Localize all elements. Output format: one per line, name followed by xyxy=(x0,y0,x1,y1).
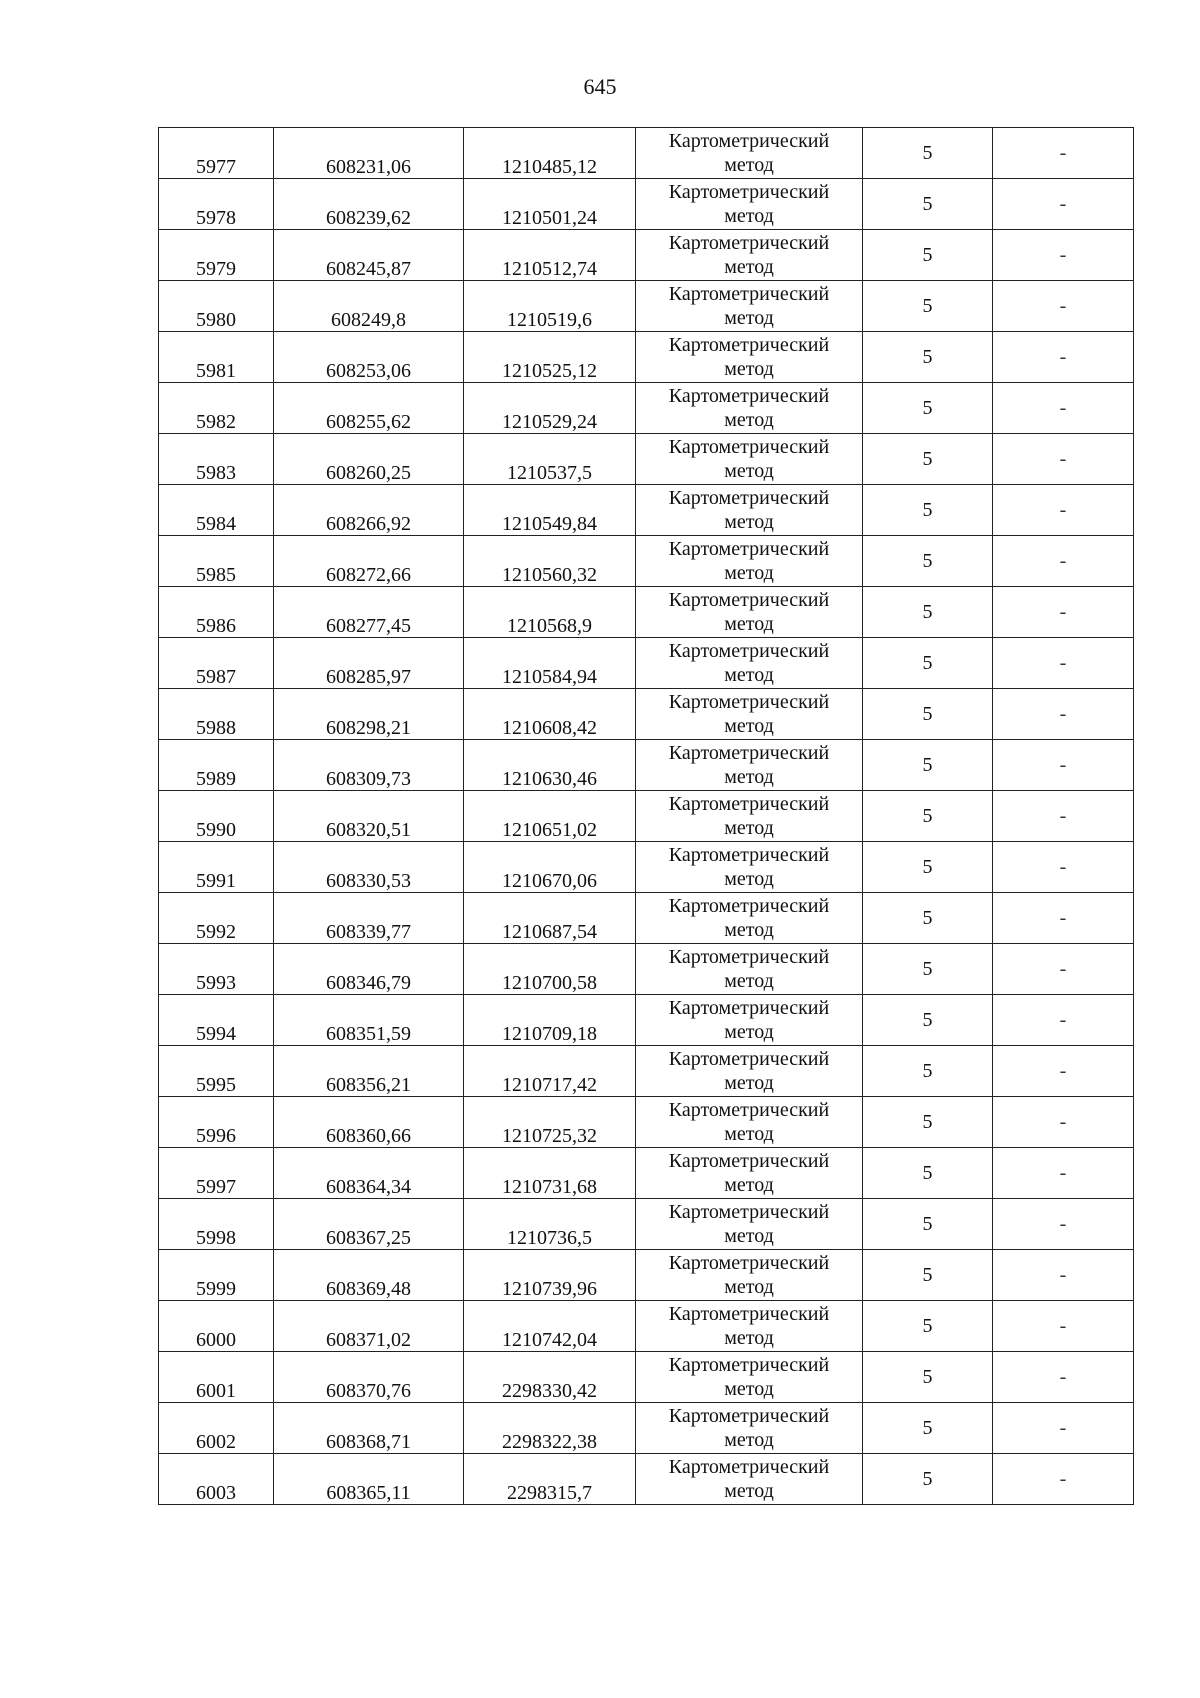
note-cell: - xyxy=(993,1403,1134,1454)
method-line-2: метод xyxy=(724,715,774,737)
y-coordinate-cell: 1210725,32 xyxy=(464,1097,636,1148)
coordinates-table xyxy=(158,127,1134,1505)
method-line-1: Картометрический xyxy=(668,946,830,968)
note-cell: - xyxy=(993,689,1134,740)
table-row xyxy=(159,1046,1134,1097)
method-line-2: метод xyxy=(724,817,774,839)
y-coordinate-cell: 1210485,12 xyxy=(464,128,636,179)
method-line-2: метод xyxy=(724,1378,774,1400)
table-row xyxy=(159,230,1134,281)
point-number-cell: 6001 xyxy=(159,1352,274,1403)
accuracy-cell: 5 xyxy=(863,842,993,893)
note-cell: - xyxy=(993,1199,1134,1250)
method-line-2: метод xyxy=(724,868,774,890)
accuracy-cell: 5 xyxy=(863,1199,993,1250)
note-cell: - xyxy=(993,281,1134,332)
note-cell: - xyxy=(993,434,1134,485)
table-row xyxy=(159,893,1134,944)
x-coordinate-cell: 608367,25 xyxy=(274,1199,464,1250)
note-cell: - xyxy=(993,230,1134,281)
note-cell: - xyxy=(993,485,1134,536)
method-cell xyxy=(636,1454,863,1505)
x-coordinate-cell: 608272,66 xyxy=(274,536,464,587)
method-cell xyxy=(636,587,863,638)
accuracy-cell: 5 xyxy=(863,179,993,230)
y-coordinate-cell: 1210739,96 xyxy=(464,1250,636,1301)
y-coordinate-cell: 1210525,12 xyxy=(464,332,636,383)
accuracy-cell: 5 xyxy=(863,995,993,1046)
table-row xyxy=(159,536,1134,587)
method-line-1: Картометрический xyxy=(668,589,830,611)
point-number-cell: 5992 xyxy=(159,893,274,944)
method-line-1: Картометрический xyxy=(668,1048,830,1070)
method-line-2: метод xyxy=(724,1327,774,1349)
table-row xyxy=(159,1097,1134,1148)
note-cell: - xyxy=(993,383,1134,434)
x-coordinate-cell: 608371,02 xyxy=(274,1301,464,1352)
method-line-2: метод xyxy=(724,358,774,380)
y-coordinate-cell: 1210700,58 xyxy=(464,944,636,995)
method-cell xyxy=(636,485,863,536)
y-coordinate-cell: 2298330,42 xyxy=(464,1352,636,1403)
point-number-cell: 5990 xyxy=(159,791,274,842)
table-row xyxy=(159,995,1134,1046)
method-cell xyxy=(636,1097,863,1148)
method-line-1: Картометрический xyxy=(668,1405,830,1427)
method-cell xyxy=(636,893,863,944)
method-line-1: Картометрический xyxy=(668,1252,830,1274)
method-line-2: метод xyxy=(724,766,774,788)
point-number-cell: 5982 xyxy=(159,383,274,434)
table-row xyxy=(159,1352,1134,1403)
table-row xyxy=(159,689,1134,740)
method-line-2: метод xyxy=(724,256,774,278)
method-cell xyxy=(636,842,863,893)
x-coordinate-cell: 608253,06 xyxy=(274,332,464,383)
note-cell: - xyxy=(993,1301,1134,1352)
method-cell xyxy=(636,332,863,383)
accuracy-cell: 5 xyxy=(863,1403,993,1454)
table-row xyxy=(159,638,1134,689)
method-line-2: метод xyxy=(724,307,774,329)
table-row xyxy=(159,1199,1134,1250)
y-coordinate-cell: 2298315,7 xyxy=(464,1454,636,1505)
x-coordinate-cell: 608245,87 xyxy=(274,230,464,281)
x-coordinate-cell: 608356,21 xyxy=(274,1046,464,1097)
y-coordinate-cell: 1210549,84 xyxy=(464,485,636,536)
note-cell: - xyxy=(993,587,1134,638)
y-coordinate-cell: 1210537,5 xyxy=(464,434,636,485)
table-row xyxy=(159,128,1134,179)
y-coordinate-cell: 1210512,74 xyxy=(464,230,636,281)
point-number-cell: 5988 xyxy=(159,689,274,740)
method-cell xyxy=(636,689,863,740)
x-coordinate-cell: 608298,21 xyxy=(274,689,464,740)
method-line-1: Картометрический xyxy=(668,1150,830,1172)
point-number-cell: 5991 xyxy=(159,842,274,893)
point-number-cell: 5994 xyxy=(159,995,274,1046)
note-cell: - xyxy=(993,893,1134,944)
accuracy-cell: 5 xyxy=(863,1250,993,1301)
method-cell xyxy=(636,1403,863,1454)
table-row xyxy=(159,842,1134,893)
method-line-2: метод xyxy=(724,664,774,686)
table-row xyxy=(159,1403,1134,1454)
method-line-1: Картометрический xyxy=(668,793,830,815)
point-number-cell: 5986 xyxy=(159,587,274,638)
x-coordinate-cell: 608360,66 xyxy=(274,1097,464,1148)
method-line-1: Картометрический xyxy=(668,487,830,509)
method-line-2: метод xyxy=(724,409,774,431)
method-cell xyxy=(636,230,863,281)
x-coordinate-cell: 608239,62 xyxy=(274,179,464,230)
point-number-cell: 5989 xyxy=(159,740,274,791)
method-line-1: Картометрический xyxy=(668,538,830,560)
note-cell: - xyxy=(993,1454,1134,1505)
note-cell: - xyxy=(993,995,1134,1046)
accuracy-cell: 5 xyxy=(863,128,993,179)
method-line-2: метод xyxy=(724,1429,774,1451)
y-coordinate-cell: 1210709,18 xyxy=(464,995,636,1046)
method-line-1: Картометрический xyxy=(668,895,830,917)
method-line-2: метод xyxy=(724,1021,774,1043)
point-number-cell: 5983 xyxy=(159,434,274,485)
x-coordinate-cell: 608339,77 xyxy=(274,893,464,944)
x-coordinate-cell: 608255,62 xyxy=(274,383,464,434)
point-number-cell: 5980 xyxy=(159,281,274,332)
table-row xyxy=(159,587,1134,638)
point-number-cell: 5979 xyxy=(159,230,274,281)
x-coordinate-cell: 608320,51 xyxy=(274,791,464,842)
table-row xyxy=(159,383,1134,434)
note-cell: - xyxy=(993,1352,1134,1403)
point-number-cell: 6000 xyxy=(159,1301,274,1352)
x-coordinate-cell: 608277,45 xyxy=(274,587,464,638)
table-row xyxy=(159,1454,1134,1505)
method-cell xyxy=(636,1148,863,1199)
x-coordinate-cell: 608266,92 xyxy=(274,485,464,536)
point-number-cell: 5987 xyxy=(159,638,274,689)
note-cell: - xyxy=(993,638,1134,689)
method-line-2: метод xyxy=(724,154,774,176)
table-row xyxy=(159,332,1134,383)
point-number-cell: 5984 xyxy=(159,485,274,536)
note-cell: - xyxy=(993,791,1134,842)
method-cell xyxy=(636,740,863,791)
point-number-cell: 5996 xyxy=(159,1097,274,1148)
accuracy-cell: 5 xyxy=(863,485,993,536)
method-line-1: Картометрический xyxy=(668,232,830,254)
accuracy-cell: 5 xyxy=(863,281,993,332)
method-line-1: Картометрический xyxy=(668,844,830,866)
table-row xyxy=(159,1250,1134,1301)
table-row xyxy=(159,179,1134,230)
point-number-cell: 5981 xyxy=(159,332,274,383)
x-coordinate-cell: 608309,73 xyxy=(274,740,464,791)
table-row xyxy=(159,281,1134,332)
point-number-cell: 6003 xyxy=(159,1454,274,1505)
table-row xyxy=(159,1301,1134,1352)
y-coordinate-cell: 1210651,02 xyxy=(464,791,636,842)
point-number-cell: 5998 xyxy=(159,1199,274,1250)
method-cell xyxy=(636,179,863,230)
method-line-1: Картометрический xyxy=(668,1303,830,1325)
method-line-1: Картометрический xyxy=(668,334,830,356)
accuracy-cell: 5 xyxy=(863,1046,993,1097)
method-line-2: метод xyxy=(724,1174,774,1196)
table-row xyxy=(159,791,1134,842)
note-cell: - xyxy=(993,740,1134,791)
method-line-2: метод xyxy=(724,1480,774,1502)
method-line-2: метод xyxy=(724,205,774,227)
x-coordinate-cell: 608285,97 xyxy=(274,638,464,689)
note-cell: - xyxy=(993,128,1134,179)
method-cell xyxy=(636,1250,863,1301)
accuracy-cell: 5 xyxy=(863,791,993,842)
y-coordinate-cell: 1210630,46 xyxy=(464,740,636,791)
note-cell: - xyxy=(993,536,1134,587)
accuracy-cell: 5 xyxy=(863,1352,993,1403)
method-line-2: метод xyxy=(724,613,774,635)
accuracy-cell: 5 xyxy=(863,587,993,638)
note-cell: - xyxy=(993,1148,1134,1199)
y-coordinate-cell: 1210529,24 xyxy=(464,383,636,434)
y-coordinate-cell: 1210568,9 xyxy=(464,587,636,638)
method-cell xyxy=(636,1199,863,1250)
method-line-1: Картометрический xyxy=(668,1099,830,1121)
method-cell xyxy=(636,995,863,1046)
method-line-2: метод xyxy=(724,460,774,482)
method-cell xyxy=(636,383,863,434)
method-line-1: Картометрический xyxy=(668,385,830,407)
x-coordinate-cell: 608346,79 xyxy=(274,944,464,995)
x-coordinate-cell: 608364,34 xyxy=(274,1148,464,1199)
y-coordinate-cell: 1210670,06 xyxy=(464,842,636,893)
accuracy-cell: 5 xyxy=(863,944,993,995)
method-line-1: Картометрический xyxy=(668,691,830,713)
accuracy-cell: 5 xyxy=(863,689,993,740)
y-coordinate-cell: 1210560,32 xyxy=(464,536,636,587)
method-cell xyxy=(636,1301,863,1352)
method-line-1: Картометрический xyxy=(668,1456,830,1478)
y-coordinate-cell: 1210501,24 xyxy=(464,179,636,230)
point-number-cell: 5993 xyxy=(159,944,274,995)
table-row xyxy=(159,740,1134,791)
method-cell xyxy=(636,128,863,179)
x-coordinate-cell: 608368,71 xyxy=(274,1403,464,1454)
accuracy-cell: 5 xyxy=(863,1097,993,1148)
accuracy-cell: 5 xyxy=(863,893,993,944)
x-coordinate-cell: 608249,8 xyxy=(274,281,464,332)
y-coordinate-cell: 1210584,94 xyxy=(464,638,636,689)
accuracy-cell: 5 xyxy=(863,638,993,689)
y-coordinate-cell: 2298322,38 xyxy=(464,1403,636,1454)
method-line-1: Картометрический xyxy=(668,1201,830,1223)
point-number-cell: 5999 xyxy=(159,1250,274,1301)
method-line-2: метод xyxy=(724,1225,774,1247)
method-line-1: Картометрический xyxy=(668,640,830,662)
method-cell xyxy=(636,638,863,689)
accuracy-cell: 5 xyxy=(863,1148,993,1199)
method-cell xyxy=(636,1352,863,1403)
accuracy-cell: 5 xyxy=(863,536,993,587)
x-coordinate-cell: 608231,06 xyxy=(274,128,464,179)
accuracy-cell: 5 xyxy=(863,230,993,281)
y-coordinate-cell: 1210717,42 xyxy=(464,1046,636,1097)
method-line-2: метод xyxy=(724,562,774,584)
point-number-cell: 6002 xyxy=(159,1403,274,1454)
table-row xyxy=(159,1148,1134,1199)
table-body xyxy=(159,128,1134,1505)
method-line-1: Картометрический xyxy=(668,283,830,305)
method-line-1: Картометрический xyxy=(668,181,830,203)
accuracy-cell: 5 xyxy=(863,1301,993,1352)
method-line-2: метод xyxy=(724,511,774,533)
page-number: 645 xyxy=(583,74,617,99)
y-coordinate-cell: 1210731,68 xyxy=(464,1148,636,1199)
table-row xyxy=(159,485,1134,536)
point-number-cell: 5985 xyxy=(159,536,274,587)
x-coordinate-cell: 608365,11 xyxy=(274,1454,464,1505)
point-number-cell: 5995 xyxy=(159,1046,274,1097)
note-cell: - xyxy=(993,1046,1134,1097)
y-coordinate-cell: 1210742,04 xyxy=(464,1301,636,1352)
method-line-1: Картометрический xyxy=(668,130,830,152)
y-coordinate-cell: 1210519,6 xyxy=(464,281,636,332)
accuracy-cell: 5 xyxy=(863,434,993,485)
method-line-1: Картометрический xyxy=(668,1354,830,1376)
method-cell xyxy=(636,434,863,485)
note-cell: - xyxy=(993,944,1134,995)
x-coordinate-cell: 608330,53 xyxy=(274,842,464,893)
x-coordinate-cell: 608351,59 xyxy=(274,995,464,1046)
method-line-2: метод xyxy=(724,919,774,941)
accuracy-cell: 5 xyxy=(863,332,993,383)
point-number-cell: 5977 xyxy=(159,128,274,179)
x-coordinate-cell: 608260,25 xyxy=(274,434,464,485)
table-row xyxy=(159,434,1134,485)
table-row xyxy=(159,944,1134,995)
point-number-cell: 5978 xyxy=(159,179,274,230)
point-number-cell: 5997 xyxy=(159,1148,274,1199)
method-line-1: Картометрический xyxy=(668,742,830,764)
method-cell xyxy=(636,944,863,995)
accuracy-cell: 5 xyxy=(863,383,993,434)
note-cell: - xyxy=(993,842,1134,893)
method-cell xyxy=(636,536,863,587)
method-line-2: метод xyxy=(724,1072,774,1094)
x-coordinate-cell: 608370,76 xyxy=(274,1352,464,1403)
method-line-2: метод xyxy=(724,1123,774,1145)
method-line-1: Картометрический xyxy=(668,997,830,1019)
note-cell: - xyxy=(993,332,1134,383)
method-cell xyxy=(636,281,863,332)
accuracy-cell: 5 xyxy=(863,740,993,791)
note-cell: - xyxy=(993,179,1134,230)
method-line-2: метод xyxy=(724,1276,774,1298)
x-coordinate-cell: 608369,48 xyxy=(274,1250,464,1301)
y-coordinate-cell: 1210608,42 xyxy=(464,689,636,740)
y-coordinate-cell: 1210736,5 xyxy=(464,1199,636,1250)
method-line-1: Картометрический xyxy=(668,436,830,458)
note-cell: - xyxy=(993,1250,1134,1301)
y-coordinate-cell: 1210687,54 xyxy=(464,893,636,944)
accuracy-cell: 5 xyxy=(863,1454,993,1505)
method-cell xyxy=(636,791,863,842)
method-cell xyxy=(636,1046,863,1097)
method-line-2: метод xyxy=(724,970,774,992)
note-cell: - xyxy=(993,1097,1134,1148)
